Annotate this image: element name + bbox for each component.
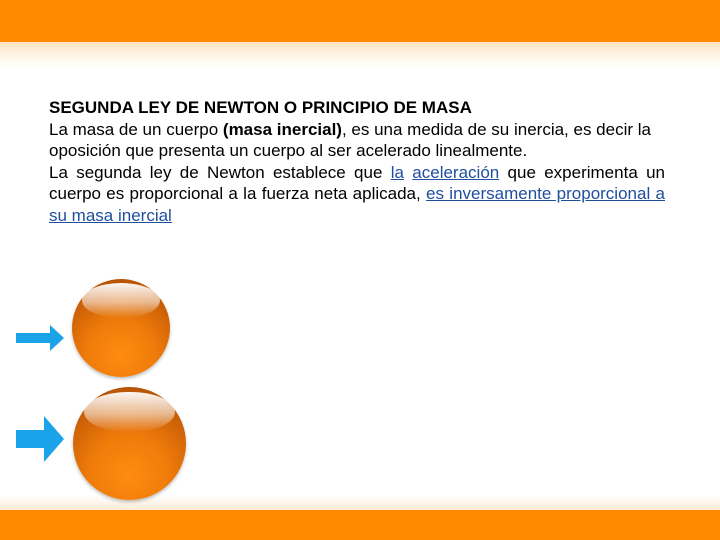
link-aceleracion[interactable]: aceleración: [412, 162, 500, 182]
ball-highlight: [84, 392, 174, 433]
link-inversamente-proporcional[interactable]: es inversamente proporcional a su masa inercial: [49, 184, 665, 225]
link-la[interactable]: la: [390, 162, 404, 182]
slide-title: SEGUNDA LEY DE NEWTON O PRINCIPIO DE MASA: [49, 98, 472, 117]
mass-text-end: , es una medida de su inercia, es decir la oposición que presenta un cuerpo al ser acelerado linealmente.: [49, 119, 651, 161]
bottom-accent-band: [0, 510, 720, 540]
right-arrow-icon: [16, 416, 64, 462]
top-fade-band: [0, 42, 720, 68]
mass-term-bold: (masa inercial): [222, 119, 342, 139]
law-text-start: La segunda ley de Newton establece que: [49, 162, 391, 182]
small-mass-ball: [72, 279, 170, 377]
right-arrow-icon: [16, 323, 64, 353]
bottom-fade-band: [0, 496, 720, 510]
mass-text-start: La masa de un cuerpo: [49, 119, 223, 139]
paragraph-mass-definition: [49, 119, 665, 162]
paragraph-second-law: [49, 162, 665, 227]
top-accent-band: [0, 0, 720, 42]
large-mass-ball: [73, 387, 186, 500]
slide-content: [49, 97, 665, 227]
law-text-middle: que experimenta un cuerpo es proporcional a la fuerza neta aplicada,: [49, 162, 665, 204]
ball-highlight: [82, 283, 160, 318]
